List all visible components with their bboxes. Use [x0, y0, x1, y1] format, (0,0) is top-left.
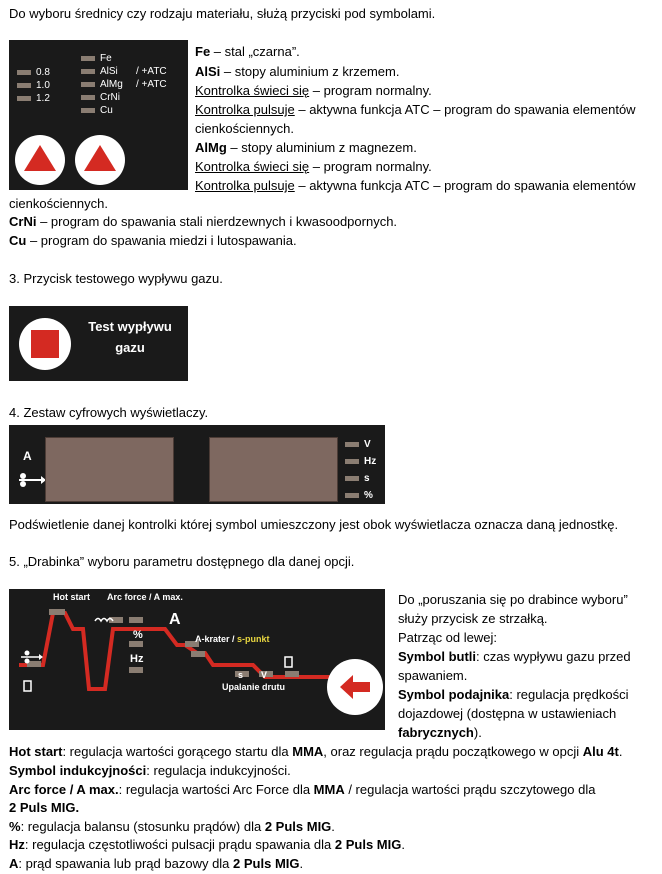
desc-percent: %: regulacja balansu (stosunku prądów) dla 2 Puls MIG.: [9, 819, 335, 834]
led-indicator: [81, 108, 95, 113]
amp-label: A: [23, 449, 32, 463]
material-select-button[interactable]: [75, 135, 125, 185]
unit-volt: V: [345, 438, 371, 451]
gas-post-led: [285, 671, 299, 677]
diameter-item: 0.8: [17, 66, 50, 79]
material-item: AlMg: [81, 78, 123, 91]
desc-hz: Hz: regulacja częstotliwości pulsacji prądu spawania dla 2 Puls MIG.: [9, 837, 405, 852]
desc-alsi-atc: Kontrolka pulsuje – aktywna funkcja ATC – program do spawania elementów: [195, 102, 636, 117]
hz-led: [129, 667, 143, 673]
led-indicator: [345, 476, 359, 481]
gas-bottle-icon: [285, 657, 292, 667]
ladder-diagram: [9, 589, 385, 730]
gas-test-label: Test wypływu gazu: [88, 319, 172, 355]
a-krater-label: A-krater / s-punkt: [195, 634, 270, 644]
desc-arc-force: Arc force / A max.: regulacja wartości Arc Force dla MMA / regulacja wartości prądu szczytowego dla: [9, 782, 596, 797]
left-arrow-icon: [340, 675, 370, 699]
led-indicator: [81, 95, 95, 100]
desc-alsi-normal: Kontrolka świeci się – program normalny.: [195, 83, 432, 98]
material-item: Cu: [81, 104, 113, 117]
arc-force-label: Arc force / A max.: [107, 592, 183, 602]
material-item: Fe: [81, 52, 112, 65]
diameter-select-button[interactable]: [15, 135, 65, 185]
led-indicator: [17, 96, 31, 101]
side-text-4: Symbol butli: czas wypływu gazu przed: [398, 649, 631, 664]
ladder-arrow-button[interactable]: [327, 659, 383, 715]
led-indicator: [81, 56, 95, 61]
material-panel: [9, 40, 188, 190]
side-text-2: służy przycisk ze strzałką.: [398, 611, 548, 626]
side-text-8: fabrycznych).: [398, 725, 482, 740]
led-indicator: [81, 82, 95, 87]
intro-text: Do wyboru średnicy czy rodzaju materiału, służą przyciski pod symbolami.: [9, 6, 436, 21]
hz-label: Hz: [130, 653, 144, 665]
desc-almg: AlMg – stopy aluminium z magnezem.: [195, 140, 417, 155]
atc-label: / +ATC: [136, 66, 167, 77]
wire-feed-icon: [17, 471, 47, 489]
up-arrow-icon: [84, 145, 116, 171]
up-arrow-icon: [24, 145, 56, 171]
s-label: s: [238, 670, 244, 680]
hot-start-label: Hot start: [53, 592, 91, 602]
section4-heading: 4. Zestaw cyfrowych wyświetlaczy.: [9, 405, 209, 420]
side-text-5: spawaniem.: [398, 668, 468, 683]
a-krater-led: [191, 651, 205, 657]
percent-label: %: [133, 629, 143, 641]
section5-heading: 5. „Drabinka” wyboru parametru dostępnego dla danej opcji.: [9, 554, 355, 569]
wire-feed-icon: [25, 651, 30, 656]
a-label: A: [169, 611, 181, 628]
gas-test-panel: [9, 306, 188, 381]
diameter-item: 1.0: [17, 79, 50, 92]
display-panel: [9, 425, 385, 504]
desc-almg-normal: Kontrolka świeci się – program normalny.: [195, 159, 432, 174]
led-indicator: [17, 70, 31, 75]
inductance-led: [109, 617, 123, 623]
unit-hz: Hz: [345, 455, 376, 468]
v-label: V: [261, 670, 268, 680]
desc-a: A: prąd spawania lub prąd bazowy dla 2 Puls MIG.: [9, 856, 304, 871]
side-text-1: Do „poruszania się po drabince wyboru”: [398, 592, 628, 607]
desc-hot-start: Hot start: regulacja wartości gorącego startu dla MMA, oraz regulacja prądu początkowego w opcji Alu 4t.: [9, 744, 623, 759]
material-item: AlSi: [81, 65, 118, 78]
desc-alsi-atc-cont: cienkościennych.: [195, 121, 294, 136]
led-indicator: [345, 493, 359, 498]
stop-square-icon: [31, 330, 59, 358]
gas-test-button[interactable]: [19, 318, 71, 370]
hot-start-led: [49, 609, 65, 615]
arc-force-led: [129, 617, 143, 623]
desc-almg-atc: Kontrolka pulsuje – aktywna funkcja ATC – program do spawania elementów: [195, 178, 636, 193]
led-indicator: [81, 69, 95, 74]
right-display: [209, 437, 338, 502]
gas-bottle-icon: [24, 681, 31, 691]
desc-crni: CrNi – program do spawania stali nierdzewnych i kwasoodpornych.: [9, 214, 398, 229]
side-text-3: Patrząc od lewej:: [398, 630, 497, 645]
led-indicator: [345, 442, 359, 447]
desc-cu: Cu – program do spawania miedzi i lutospawania.: [9, 233, 297, 248]
desc-arc-force-cont: 2 Puls MIG.: [9, 800, 80, 815]
desc-almg-atc-cont: cienkościennych.: [9, 196, 108, 211]
ladder-panel: [9, 589, 385, 730]
atc-label: / +ATC: [136, 79, 167, 90]
side-text-7: dojazdowej (dostępna w ustawieniach: [398, 706, 617, 721]
unit-percent: %: [345, 489, 373, 502]
material-item: CrNi: [81, 91, 120, 104]
led-indicator: [17, 83, 31, 88]
desc-inductance: Symbol indukcyjności: regulacja indukcyjności.: [9, 763, 291, 778]
unit-seconds: s: [345, 472, 370, 485]
led-indicator: [345, 459, 359, 464]
desc-fe: Fe – stal „czarna”.: [195, 44, 300, 59]
desc-alsi: AlSi – stopy aluminium z krzemem.: [195, 64, 400, 79]
display-note: Podświetlenie danej kontrolki której symbol umieszczony jest obok wyświetlacza oznacza daną jednostkę.: [9, 517, 619, 532]
upalanie-label: Upalanie drutu: [222, 682, 286, 692]
section3-heading: 3. Przycisk testowego wypływu gazu.: [9, 271, 223, 286]
diameter-item: 1.2: [17, 92, 50, 105]
side-text-6: Symbol podajnika: regulacja prędkości: [398, 687, 629, 702]
left-display: [45, 437, 174, 502]
